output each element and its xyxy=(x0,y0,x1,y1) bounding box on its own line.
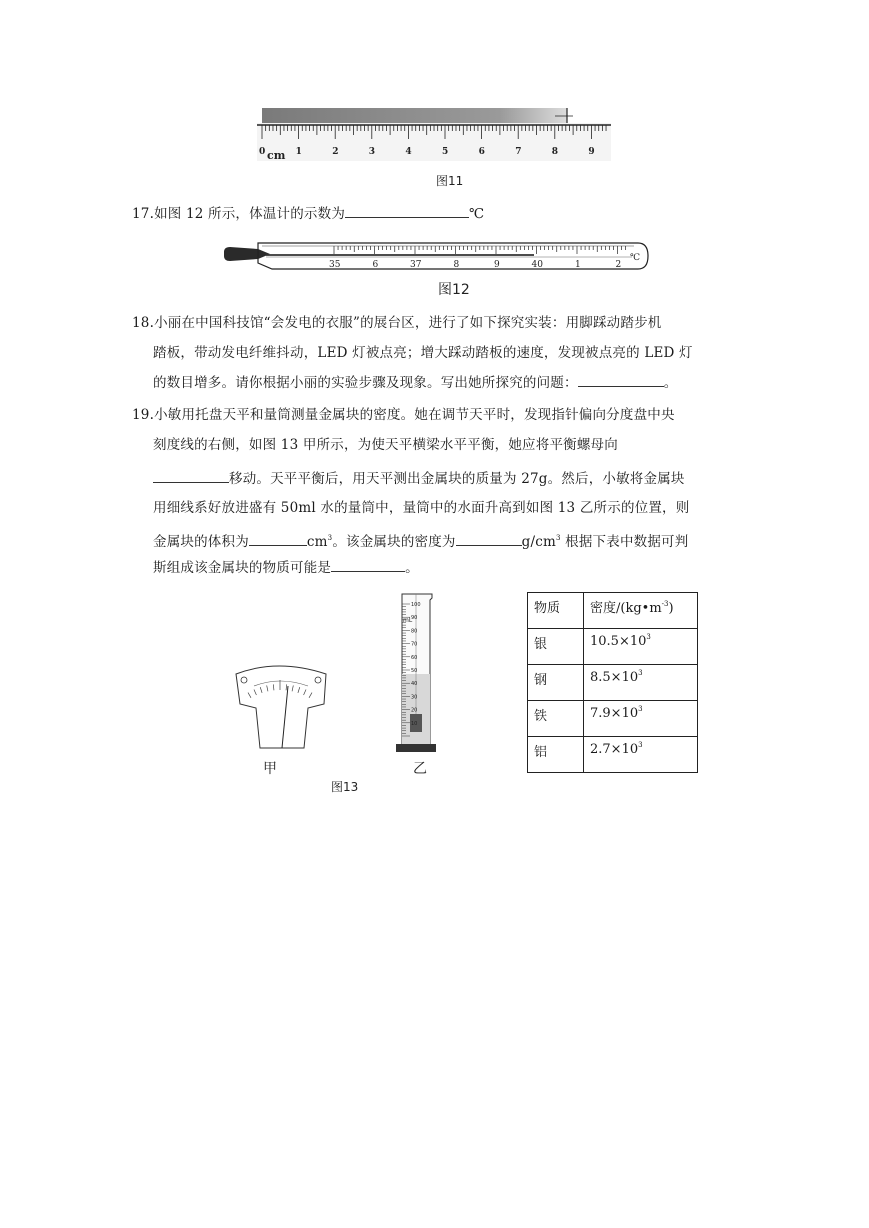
fig13-label-yi: 乙 xyxy=(413,761,427,777)
figure-13-caption: 图13 xyxy=(331,780,359,794)
ruler-unit-label: cm xyxy=(267,149,286,162)
thermometer-scale-label: 2 xyxy=(615,260,622,270)
thermometer-bulb xyxy=(224,247,270,261)
q19-density-blank[interactable] xyxy=(456,531,522,546)
table-row xyxy=(528,665,698,701)
question-19-line-3: 移动。天平平衡后，用天平测出金属块的质量为 27g。然后，小敏将金属块 xyxy=(153,468,685,489)
thermometer-scale-label: 6 xyxy=(372,260,379,270)
thermometer-scale-label: 35 xyxy=(329,260,341,270)
q17-text: 17.如图 12 所示，体温计的示数为 xyxy=(132,206,346,222)
table-header-row xyxy=(528,593,698,629)
density-cell: $10.5\times 10^3$ xyxy=(584,629,698,665)
question-19-line-2: 刻度线的右侧，如图 13 甲所示，为使天平横梁水平平衡，她应将平衡螺母向 xyxy=(153,437,618,453)
ruler-illustration xyxy=(255,106,615,166)
figure-12 xyxy=(222,236,652,276)
ruler-tick-label: 0 xyxy=(259,147,266,157)
cylinder-scale-label: 80 xyxy=(411,628,418,635)
q19-substance-blank[interactable] xyxy=(331,557,405,572)
ruler-tick-label: 7 xyxy=(515,147,522,157)
substance-cell: 银 xyxy=(528,629,584,665)
fig13-label-jia: 甲 xyxy=(263,761,277,777)
cylinder-scale-label: 60 xyxy=(411,654,418,661)
question-19-line-6: 斯组成该金属块的物质可能是 。 xyxy=(153,557,419,578)
cylinder-scale-label: 70 xyxy=(411,641,418,648)
table-row xyxy=(528,629,698,665)
measured-rod xyxy=(262,108,567,123)
question-19-line-4: 用细线系好放进盛有 50ml 水的量筒中，量筒中的水面升高到如图 13 乙所示的位置，则 xyxy=(153,500,690,516)
thermometer-scale-label: 1 xyxy=(575,260,581,270)
q19-direction-blank[interactable] xyxy=(153,468,229,483)
ruler-tick-label: 2 xyxy=(332,147,339,157)
figure-11-caption: 图11 xyxy=(436,174,464,188)
cylinder-scale-label: 30 xyxy=(411,694,418,701)
figure-11 xyxy=(255,106,615,166)
question-19-line-5: 金属块的体积为 $cm^3$。该金属块的密度为 $g/cm^3$ 根据下表中数据可判 xyxy=(153,528,688,552)
thermometer-illustration xyxy=(222,236,652,276)
thermometer-scale-label: 37 xyxy=(410,260,422,270)
substance-cell: 铝 xyxy=(528,737,584,773)
cylinder-scale-label: 10 xyxy=(411,720,418,727)
density-table-wrapper xyxy=(527,592,698,773)
question-18-line-2: 踏板，带动发电纤维抖动，LED 灯被点亮；增大踩动踏板的速度，发现被点亮的 LED 灯 xyxy=(153,345,693,361)
thermometer-scale-label: 8 xyxy=(453,260,460,270)
q17-unit: ℃ xyxy=(469,206,485,222)
cylinder-scale-label: 20 xyxy=(411,707,418,714)
cylinder-scale-label: 100 xyxy=(411,602,421,608)
table-row xyxy=(528,701,698,737)
graduated-cylinder xyxy=(396,594,436,752)
cylinder-unit: mL xyxy=(403,617,413,624)
thermometer-scale-label: 9 xyxy=(494,260,500,270)
ruler-tick-label: 6 xyxy=(478,147,485,157)
cylinder-scale-label: 50 xyxy=(411,668,418,674)
substance-cell: 钢 xyxy=(528,665,584,701)
figure-12-caption: 图12 xyxy=(438,282,470,298)
cylinder-scale-label: 90 xyxy=(411,615,418,622)
cylinder-scale-label: 40 xyxy=(411,681,418,688)
ruler-tick-label: 5 xyxy=(442,147,449,157)
balance-dial xyxy=(236,666,326,748)
question-17 xyxy=(132,203,484,224)
q19-volume-blank[interactable] xyxy=(249,531,307,546)
question-18-line-3: 的数目增多。请你根据小丽的实验步骤及现象。写出她所探究的问题： 。 xyxy=(153,372,677,393)
density-cell: $8.5\times 10^3$ xyxy=(584,665,698,701)
table-row xyxy=(528,737,698,773)
substance-cell: 铁 xyxy=(528,701,584,737)
thermometer-scale-label: 40 xyxy=(531,260,543,270)
density-table xyxy=(527,592,698,773)
celsius-mark: ℃ xyxy=(630,253,641,263)
question-18-line-1: 18.小丽在中国科技馆“会发电的衣服”的展台区，进行了如下探究实装：用脚踩动踏步机 xyxy=(132,315,662,331)
q17-answer-blank[interactable] xyxy=(345,203,469,218)
ruler-tick-label: 4 xyxy=(405,147,412,157)
ruler-tick-label: 3 xyxy=(368,147,376,157)
ruler-tick-label: 1 xyxy=(295,147,302,157)
q18-answer-blank[interactable] xyxy=(578,372,664,387)
density-cell: $2.7\times 10^3$ xyxy=(584,737,698,773)
question-19-line-1: 19.小敏用托盘天平和量筒测量金属块的密度。她在调节天平时，发现指针偏向分度盘中央 xyxy=(132,407,675,423)
header-substance: 物质 xyxy=(528,593,584,629)
density-cell: $7.9\times 10^3$ xyxy=(584,701,698,737)
ruler-tick-label: 9 xyxy=(588,147,595,157)
header-density: 密度$/(kg•m^{-3})$ xyxy=(584,593,698,629)
ruler-tick-label: 8 xyxy=(551,147,559,157)
